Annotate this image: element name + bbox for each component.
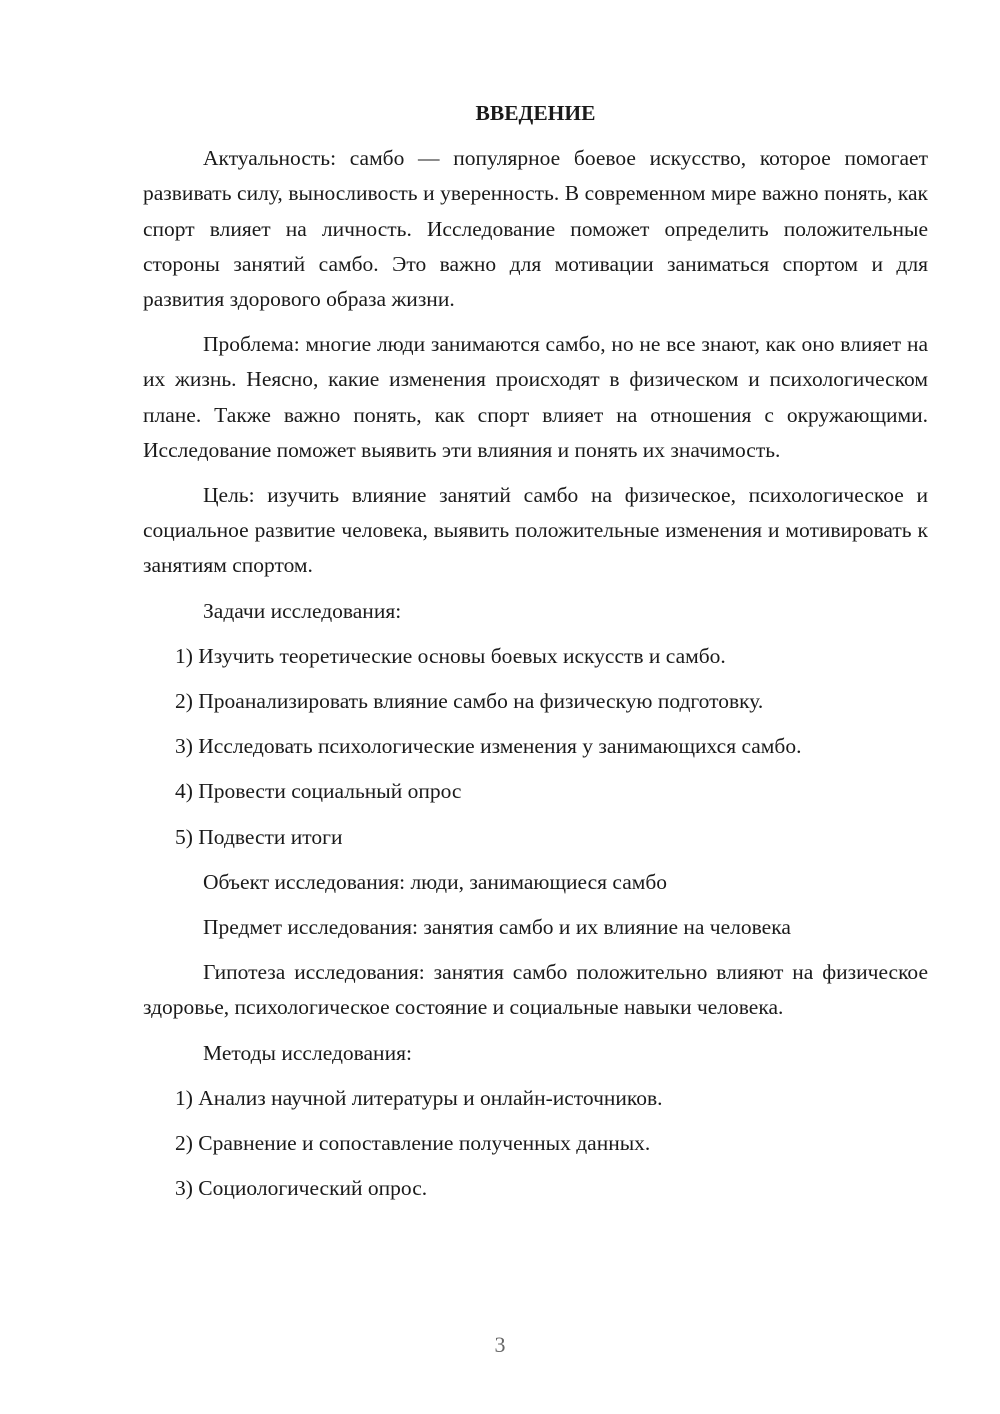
page-content	[143, 96, 928, 1216]
object-paragraph: Объект исследования: люди, занимающиеся самбо	[203, 869, 668, 894]
list-item: 2) Проанализировать влияние самбо на физическую подготовку.	[175, 689, 764, 714]
list-item: 1) Изучить теоретические основы боевых искусств и самбо.	[175, 643, 726, 668]
goal-paragraph: Цель: изучить влияние занятий самбо на физическое, психологическое и социальное развитие человека, выявить положительные изменения и мотивировать к занятиям спортом.	[143, 483, 928, 578]
methods-list	[143, 1081, 928, 1207]
subject-paragraph: Предмет исследования: занятия самбо и их влияние на человека	[203, 915, 791, 940]
tasks-heading: Задачи исследования:	[203, 598, 402, 623]
hypothesis-paragraph: Гипотеза исследования: занятия самбо положительно влияют на физическое здоровье, психологическое состояние и социальные навыки человека.	[143, 960, 928, 1020]
relevance-paragraph: Актуальность: самбо — популярное боевое искусство, которое помогает развивать силу, выносливость и уверенность. В современном мире важно понять, как спорт влияет на личность. Исследование поможет определить положительные стороны занятий самбо. Это важно для мотивации заниматься спортом и для развития здорового образа жизни.	[143, 146, 928, 312]
list-item: 1) Анализ научной литературы и онлайн-источников.	[175, 1085, 663, 1110]
list-item: 2) Сравнение и сопоставление полученных данных.	[175, 1131, 651, 1156]
problem-paragraph: Проблема: многие люди занимаются самбо, но не все знают, как оно влияет на их жизнь. Неясно, какие изменения происходят в физическом и психологическом плане. Также важно понять, как спорт влияет на отношения с окружающими. Исследование поможет выявить эти влияния и понять их значимость.	[143, 332, 928, 462]
page-title: ВВЕДЕНИЕ	[475, 101, 596, 125]
list-item: 5) Подвести итоги	[175, 824, 343, 849]
tasks-list	[143, 639, 928, 855]
page-number: 3	[494, 1332, 506, 1357]
list-item: 3) Социологический опрос.	[175, 1176, 428, 1201]
methods-heading: Методы исследования:	[203, 1040, 412, 1065]
list-item: 3) Исследовать психологические изменения у занимающихся самбо.	[175, 734, 802, 759]
list-item: 4) Провести социальный опрос	[175, 779, 462, 804]
